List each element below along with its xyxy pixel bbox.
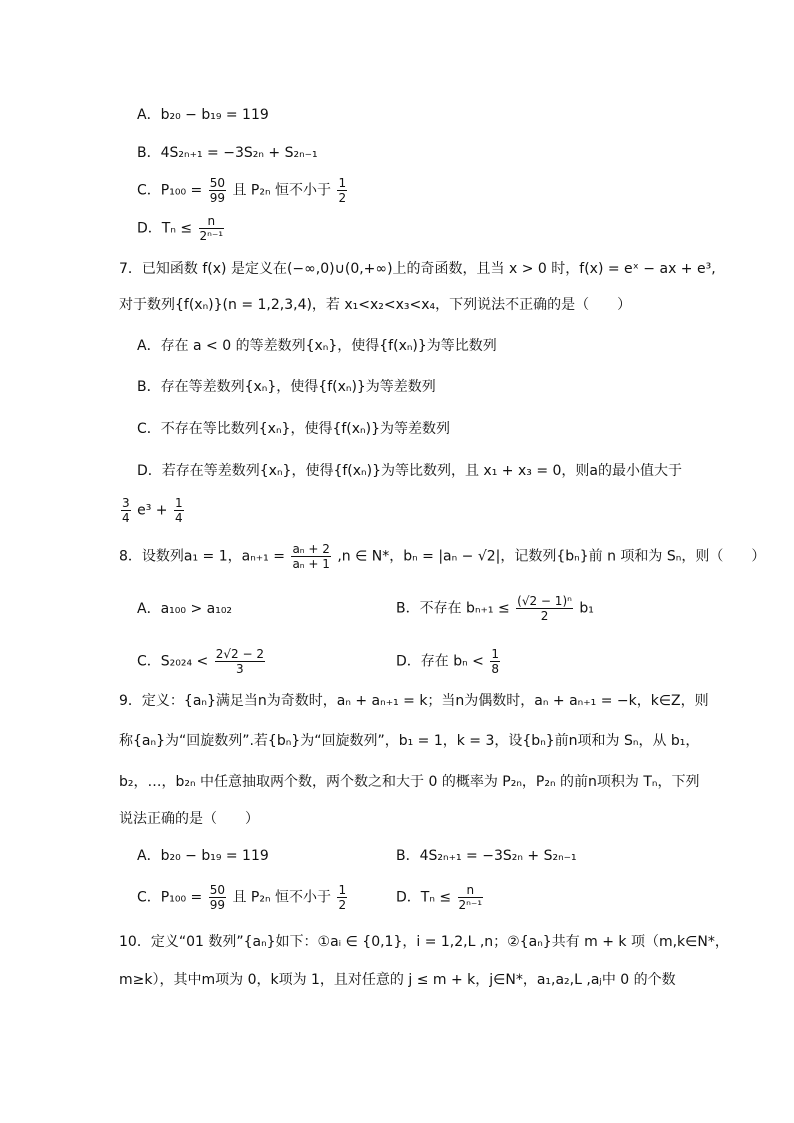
fraction: $\frac{1}{2}$ bbox=[338, 883, 347, 912]
fraction: $\frac{\text{(√2 − 1)ⁿ}}{2}$ bbox=[517, 594, 572, 623]
fraction: $\frac{1}{4}$ bbox=[174, 496, 183, 525]
q8-option-b: B．不存在 bₙ₊₁ ≤ $\frac{\text{(√2 − 1)ⁿ}}{2}$ b₁ bbox=[396, 594, 594, 623]
q9-option-c: C．P₁₀₀ = $\frac{50}{99}$ 且 P₂ₙ 恒不小于 $\frac{1}{2}$ bbox=[137, 883, 347, 912]
fraction: $\frac{50}{99}$ bbox=[209, 176, 225, 205]
q7-option-d-cont: $\frac{3}{4}$ e³ + $\frac{1}{4}$ bbox=[122, 496, 183, 525]
fraction: $\frac{50}{99}$ bbox=[209, 883, 225, 912]
q9-stem-line3: b₂，…，b₂ₙ 中任意抽取两个数，两个数之和大于 0 的概率为 P₂ₙ，P₂ₙ 的前n项积为 Tₙ，下列 bbox=[119, 774, 700, 790]
fraction: $\frac{1}{8}$ bbox=[491, 647, 499, 676]
q9-option-d: D．Tₙ ≤ $\frac{n}{\text{2ⁿ⁻¹}}$ bbox=[396, 883, 483, 912]
q9-option-a: A．b₂₀ − b₁₉ = 119 bbox=[137, 848, 269, 864]
q7-stem-line2: 对于数列{f(xₙ)}(n = 1,2,3,4)，若 x₁<x₂<x₃<x₄，下列说法不正确的是（ ） bbox=[119, 297, 632, 313]
q8-option-d: D．存在 bₙ < $\frac{1}{8}$ bbox=[396, 647, 499, 676]
fraction: $\frac{2√2 - 2}{3}$ bbox=[215, 647, 264, 676]
q9-stem-line2: 称{aₙ}为“回旋数列”.若{bₙ}为“回旋数列”，b₁ = 1，k = 3，设{bₙ}前n项和为 Sₙ，从 b₁， bbox=[119, 733, 700, 749]
q10-stem-line2: m≥k），其中m项为 0，k项为 1，且对任意的 j ≤ m + k，j∈N*，a₁,a₂,L ,aⱼ中 0 的个数 bbox=[119, 972, 676, 988]
top-option-a: A．b₂₀ − b₁₉ = 119 bbox=[137, 107, 269, 123]
q8-option-c: C．S₂₀₂₄ < $\frac{2√2 - 2}{3}$ bbox=[137, 647, 264, 676]
q7-option-d: D．若存在等差数列{xₙ}，使得{f(xₙ)}为等比数列，且 x₁ + x₃ = 0，则a的最小值大于 bbox=[137, 463, 682, 479]
q7-option-b: B．存在等差数列{xₙ}，使得{f(xₙ)}为等差数列 bbox=[137, 379, 436, 395]
fraction: $\frac{n}{\text{2ⁿ⁻¹}}$ bbox=[458, 883, 483, 912]
top-option-b: B．4S₂ₙ₊₁ = −3S₂ₙ + S₂ₙ₋₁ bbox=[137, 145, 318, 161]
fraction: $\frac{\text{aₙ + 2}}{\text{aₙ + 1}}$ bbox=[292, 542, 330, 571]
q9-option-b: B．4S₂ₙ₊₁ = −3S₂ₙ + S₂ₙ₋₁ bbox=[396, 848, 577, 864]
fraction: $\frac{1}{2}$ bbox=[338, 176, 347, 205]
q9-stem-line1: 9．定义：{aₙ}满足当n为奇数时，aₙ + aₙ₊₁ = k；当n为偶数时，aₙ + aₙ₊₁ = −k，k∈Z，则 bbox=[119, 693, 709, 709]
top-option-c: C．P₁₀₀ = $\frac{50}{99}$ 且 P₂ₙ 恒不小于 $\frac{1}{2}$ bbox=[137, 176, 347, 205]
q7-option-a: A．存在 a < 0 的等差数列{xₙ}，使得{f(xₙ)}为等比数列 bbox=[137, 338, 497, 354]
q9-stem-line4: 说法正确的是（ ） bbox=[119, 811, 259, 827]
fraction: $\frac{3}{4}$ bbox=[122, 496, 130, 525]
q7-option-c: C．不存在等比数列{xₙ}，使得{f(xₙ)}为等差数列 bbox=[137, 421, 450, 437]
top-option-d: D．Tₙ ≤ $\frac{n}{\text{2ⁿ⁻¹}}$ bbox=[137, 214, 224, 243]
q8-stem: 8．设数列a₁ = 1，aₙ₊₁ = $\frac{\text{aₙ + 2}}{\text{aₙ + 1}}$ ,n ∈ N*，bₙ = |aₙ − √2|，记数列{bₙ}前 n 项和为 Sₙ，则（ ） bbox=[119, 542, 766, 571]
q7-stem-line1: 7．已知函数 f(x) 是定义在(−∞,0)∪(0,+∞)上的奇函数，且当 x > 0 时，f(x) = eˣ − ax + e³, bbox=[119, 261, 716, 277]
q8-option-a: A．a₁₀₀ > a₁₀₂ bbox=[137, 601, 233, 617]
q10-stem-line1: 10．定义“01 数列”{aₙ}如下：①aᵢ ∈ {0,1}，i = 1,2,L ,n；②{aₙ}共有 m + k 项（m,k∈N*， bbox=[119, 934, 729, 950]
fraction: $\frac{n}{\text{2ⁿ⁻¹}}$ bbox=[199, 214, 224, 243]
